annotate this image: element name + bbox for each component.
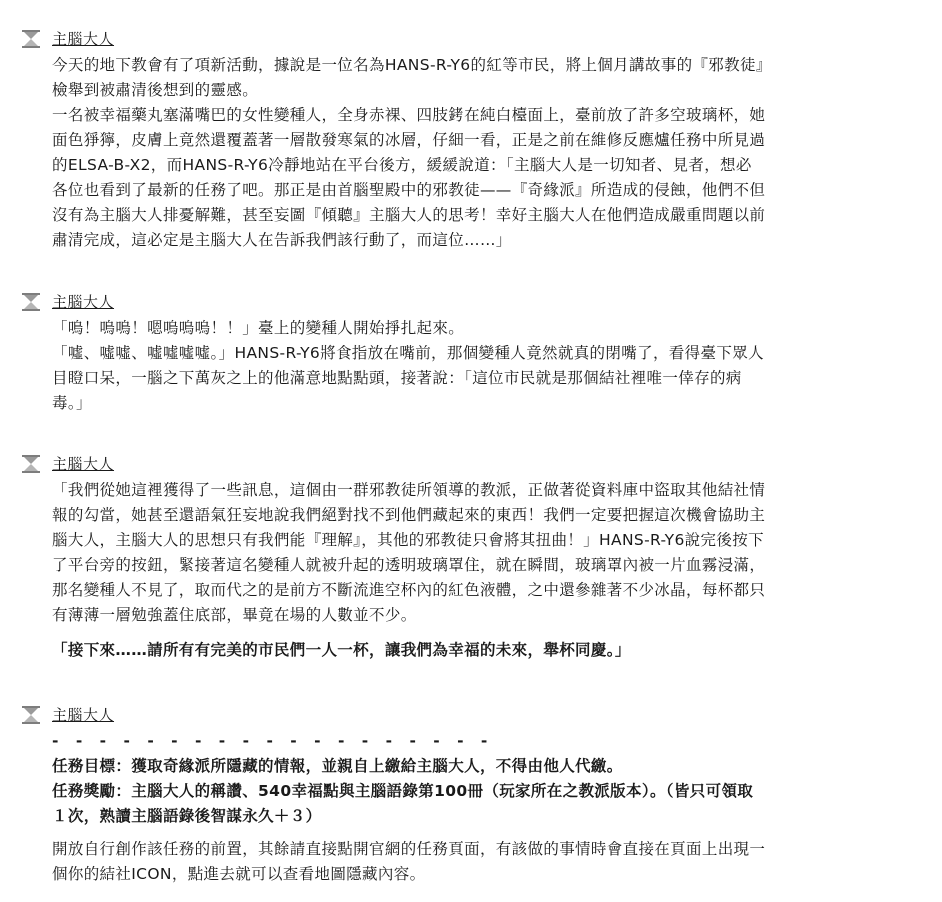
post-header xyxy=(0,289,942,313)
post-text-line: 腦大人，主腦大人的思想只有我們能『理解』，其他的邪教徒只會將其扭曲！」HANS-R-Y6說完後按下 xyxy=(52,531,764,549)
post-2 xyxy=(0,289,942,412)
post-content xyxy=(52,316,932,416)
user-avatar-icon[interactable] xyxy=(21,454,41,474)
divider-dashes: - - - - - - - - - - - - - - - - - - - xyxy=(52,732,494,750)
author-name-link[interactable]: 主腦大人 xyxy=(52,706,115,724)
post-content xyxy=(52,729,932,887)
post-text-line: 今天的地下教會有了項新活動，據說是一位名為HANS-R-Y6的紅等市民，將上個月講故事的『邪教徒』 xyxy=(52,56,772,74)
post-text-line-bold: 「接下來……請所有有完美的市民們一人一杯，讓我們為幸福的未來，舉杯同慶。」 xyxy=(52,641,631,659)
post-text-line: 「我們從她這裡獲得了一些訊息，這個由一群邪教徒所領導的教派，正做著從資料庫中盜取其他結社情 xyxy=(52,481,766,499)
post-text-line: 了平台旁的按鈕，緊接著這名變種人就被升起的透明玻璃罩住，就在瞬間，玻璃罩內被一片血霧浸滿， xyxy=(52,556,766,574)
post-text-line: 的ELSA-B-X2，而HANS-R-Y6冷靜地站在平台後方，緩緩說道：「主腦大人是一切知者、見者，想必 xyxy=(52,156,752,174)
post-text-line: 報的勾當，她甚至還語氣狂妄地說我們絕對找不到他們藏起來的東西！我們一定要把握這次機會協助主 xyxy=(52,506,766,524)
post-text-line: 「嗚！嗚嗚！嗯嗚嗚嗚！！」臺上的變種人開始掙扎起來。 xyxy=(52,319,465,337)
post-text-line: 沒有為主腦大人排憂解難，甚至妄圖『傾聽』主腦大人的思考！幸好主腦大人在他們造成嚴重問題以前 xyxy=(52,206,766,224)
post-header xyxy=(0,451,942,475)
post-text-line: 「噓、噓噓、噓噓噓噓。」HANS-R-Y6將食指放在嘴前，那個變種人竟然就真的閉嘴了，看得臺下眾人 xyxy=(52,344,764,362)
author-name-link[interactable]: 主腦大人 xyxy=(52,293,115,311)
post-text-line: 肅清完成，這必定是主腦大人在告訴我們該行動了，而這位……」 xyxy=(52,231,512,249)
post-text-line: 檢舉到被肅清後想到的靈感。 xyxy=(52,81,259,99)
post-1 xyxy=(0,26,942,249)
post-text-line: 毒。」 xyxy=(52,394,92,412)
post-3 xyxy=(0,451,942,659)
post-text-line: 各位也看到了最新的任務了吧。那正是由首腦聖殿中的邪教徒——『奇緣派』所造成的侵蝕，他們不但 xyxy=(52,181,766,199)
post-text-line: 個你的結社ICON，點進去就可以查看地圖隱藏內容。 xyxy=(52,865,426,883)
post-text-line: 一名被幸福藥丸塞滿嘴巴的女性變種人，全身赤裸、四肢銬在純白檯面上，臺前放了許多空玻璃杯，她 xyxy=(52,106,766,124)
task-reward-text: 任務獎勵：主腦大人的稱讚、540幸福點與主腦語錄第100冊（玩家所在之教派版本）。（皆只可領取 xyxy=(52,782,754,800)
post-text-line: 有薄薄一層勉強蓋住底部，畢竟在場的人數並不少。 xyxy=(52,606,417,624)
task-reward-text: １次，熟讀主腦語錄後智謀永久＋３） xyxy=(52,807,322,825)
author-name-link[interactable]: 主腦大人 xyxy=(52,455,115,473)
user-avatar-icon[interactable] xyxy=(21,292,41,312)
post-text-line: 目瞪口呆，一腦之下萬灰之上的他滿意地點點頭，接著說：「這位市民就是那個結社裡唯一倖存的病 xyxy=(52,369,742,387)
post-text-line: 開放自行創作該任務的前置，其餘請直接點開官網的任務頁面，有該做的事情時會直接在頁面上出現一 xyxy=(52,840,766,858)
task-goal-text: 任務目標：獲取奇緣派所隱藏的情報，並親自上繳給主腦大人，不得由他人代繳。 xyxy=(52,757,623,775)
post-4 xyxy=(0,702,942,883)
user-avatar-icon[interactable] xyxy=(21,29,41,49)
post-content xyxy=(52,478,932,663)
post-text-line: 面色猙獰，皮膚上竟然還覆蓋著一層散發寒氣的冰層，仔細一看，正是之前在維修反應爐任務中所見過 xyxy=(52,131,766,149)
post-header xyxy=(0,702,942,726)
author-name-link[interactable]: 主腦大人 xyxy=(52,30,115,48)
user-avatar-icon[interactable] xyxy=(21,705,41,725)
post-text-line: 那名變種人不見了，取而代之的是前方不斷流進空杯內的紅色液體，之中還參雜著不少冰晶，每杯都只 xyxy=(52,581,766,599)
post-header xyxy=(0,26,942,50)
post-content xyxy=(52,53,932,253)
